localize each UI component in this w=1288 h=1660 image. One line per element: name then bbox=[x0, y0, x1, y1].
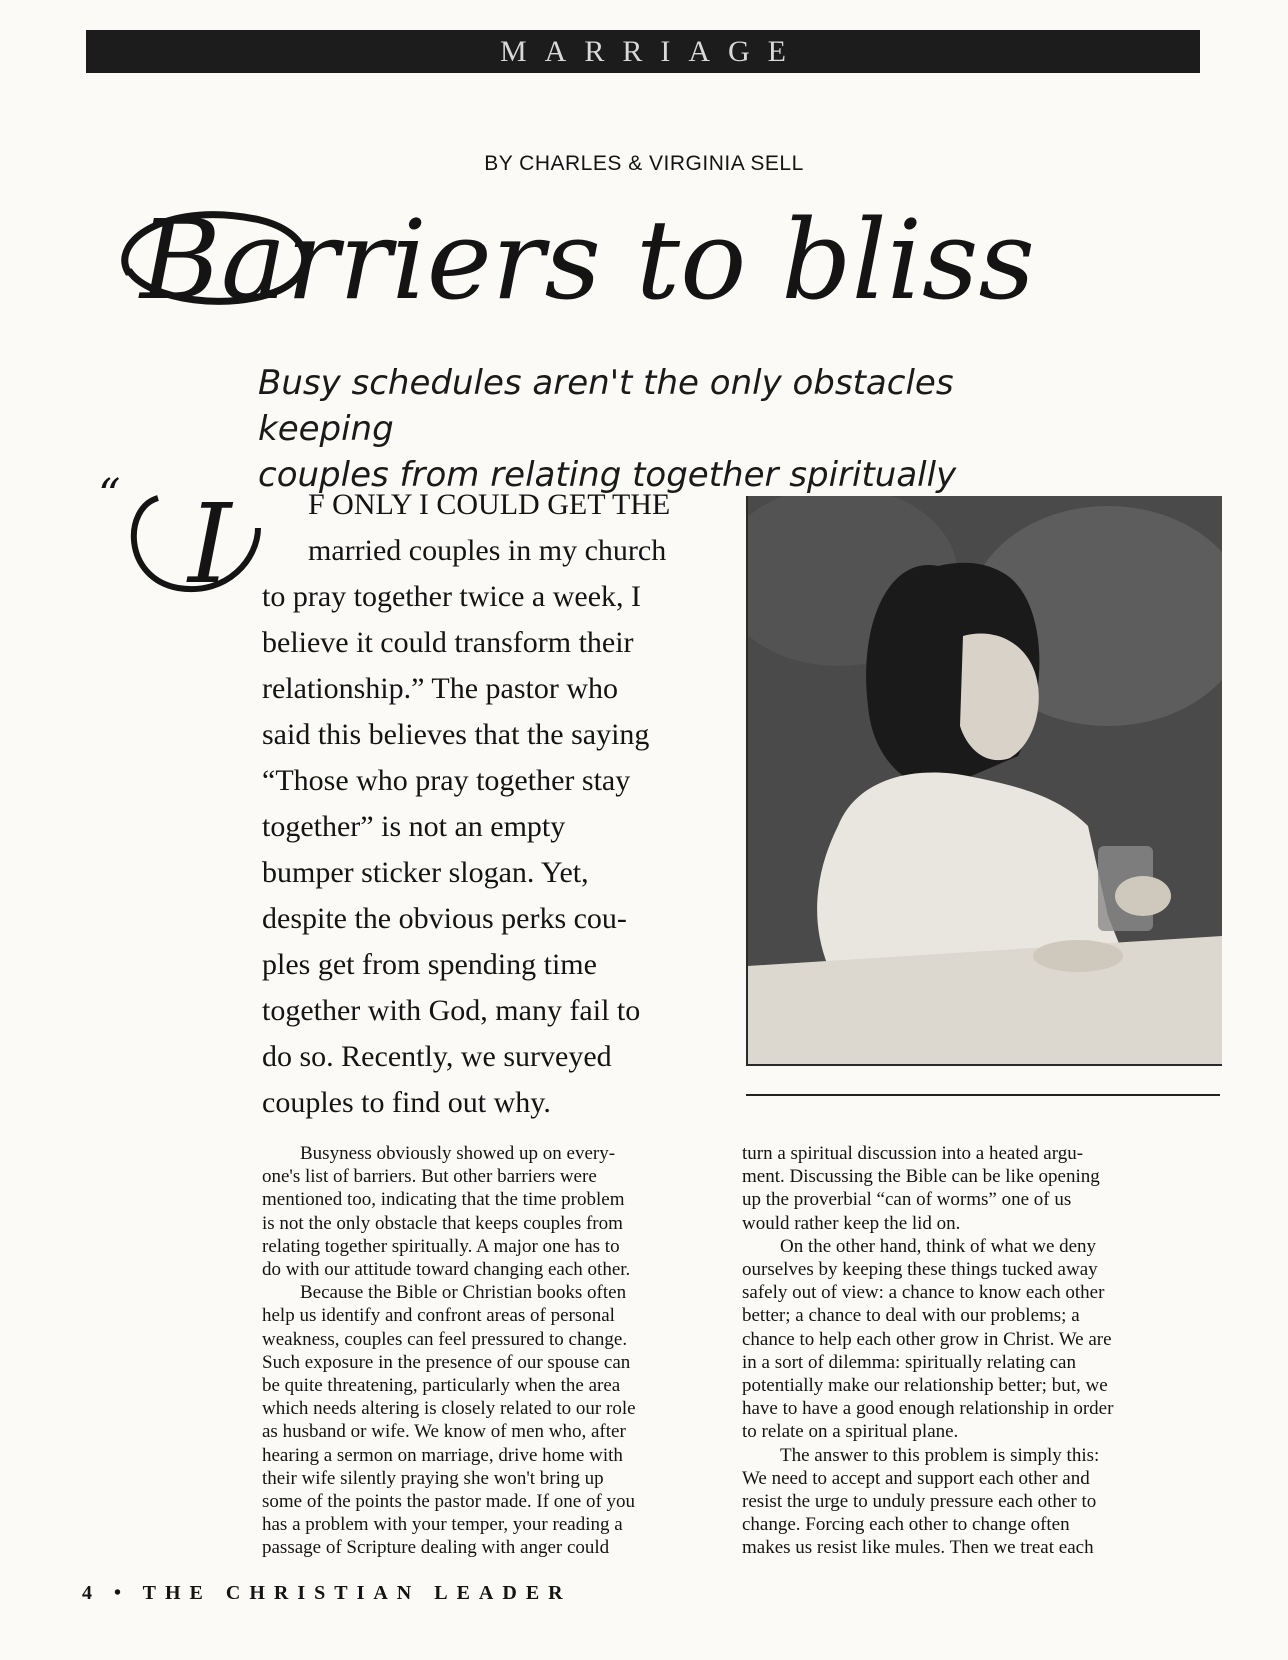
body-line: The answer to this problem is simply this: bbox=[780, 1444, 1100, 1466]
intro-line: bumper sticker slogan. Yet, bbox=[262, 856, 589, 889]
section-title: MARRIAGE bbox=[499, 34, 804, 68]
intro-line: married couples in my church bbox=[308, 534, 667, 567]
body-line: Because the Bible or Christian books often bbox=[300, 1282, 627, 1304]
intro-line: together with God, many fail to bbox=[262, 994, 641, 1027]
body-line: Busyness obviously showed up on every- bbox=[300, 1143, 616, 1164]
deck-line-1: Busy schedules aren't the only obstacles keeping bbox=[258, 363, 954, 449]
deck-line-2: couples from relating together spiritually bbox=[258, 455, 957, 495]
headline bbox=[110, 180, 1190, 340]
body-line: relating together spiritually. A major one has to bbox=[262, 1235, 620, 1257]
body-column-left bbox=[262, 1142, 710, 1560]
body-line: makes us resist like mules. Then we treat each bbox=[742, 1537, 1094, 1559]
body-line: is not the only obstacle that keeps couples from bbox=[262, 1212, 623, 1234]
body-line: help us identify and confront areas of personal bbox=[262, 1305, 615, 1327]
body-line: one's list of barriers. But other barriers were bbox=[262, 1166, 597, 1188]
page-footer bbox=[82, 1582, 572, 1605]
intro-line: do so. Recently, we surveyed bbox=[262, 1040, 612, 1073]
body-line: safely out of view: a chance to know each other bbox=[742, 1282, 1105, 1304]
body-line: up the proverbial “can of worms” one of us bbox=[742, 1189, 1072, 1211]
body-column-right bbox=[742, 1142, 1198, 1560]
intro-line: F ONLY I COULD GET THE bbox=[308, 488, 671, 521]
body-line: ourselves by keeping these things tucked away bbox=[742, 1259, 1098, 1281]
footer-separator: • bbox=[114, 1582, 122, 1604]
body-line: have to have a good enough relationship in order bbox=[742, 1398, 1114, 1420]
intro-line: couples to find out why. bbox=[262, 1086, 551, 1119]
body-line: hearing a sermon on marriage, drive home with bbox=[262, 1444, 623, 1466]
intro-line: believe it could transform their bbox=[262, 626, 634, 659]
intro-line: “Those who pray together stay bbox=[262, 764, 631, 797]
body-line: On the other hand, think of what we deny bbox=[780, 1235, 1097, 1257]
intro-line: together” is not an empty bbox=[262, 810, 566, 843]
body-line: chance to help each other grow in Christ. We are bbox=[742, 1328, 1112, 1350]
body-line: ment. Discussing the Bible can be like opening bbox=[742, 1166, 1100, 1188]
body-line: turn a spiritual discussion into a heated argu- bbox=[742, 1143, 1084, 1164]
body-line: We need to accept and support each other and bbox=[742, 1467, 1090, 1489]
photo-caption-rule bbox=[746, 1094, 1220, 1096]
body-line: their wife silently praying she won't bring up bbox=[262, 1467, 604, 1489]
body-line: weakness, couples can feel pressured to change. bbox=[262, 1328, 628, 1350]
body-line: has a problem with your temper, your reading a bbox=[262, 1514, 623, 1536]
publication-name: THE CHRISTIAN LEADER bbox=[142, 1582, 572, 1604]
deck-subheadline bbox=[258, 360, 1078, 498]
body-line: which needs altering is closely related to our role bbox=[262, 1398, 636, 1420]
body-line: mentioned too, indicating that the time problem bbox=[262, 1189, 625, 1211]
drop-cap-letter: I bbox=[188, 480, 232, 608]
body-line: in a sort of dilemma: spiritually relating can bbox=[742, 1351, 1076, 1373]
intro-line: ples get from spending time bbox=[262, 948, 597, 981]
headline-text: Barriers to bliss bbox=[140, 196, 1035, 324]
body-line: to relate on a spiritual plane. bbox=[742, 1421, 959, 1443]
body-line: as husband or wife. We know of men who, after bbox=[262, 1421, 626, 1443]
page-number: 4 bbox=[82, 1582, 92, 1604]
body-line: better; a chance to deal with our problems; a bbox=[742, 1305, 1080, 1327]
body-line: resist the urge to unduly pressure each other to bbox=[742, 1491, 1097, 1513]
body-line: Such exposure in the presence of our spouse can bbox=[262, 1351, 631, 1373]
section-header-bar bbox=[86, 30, 1200, 73]
intro-line: to pray together twice a week, I bbox=[262, 580, 641, 613]
intro-line: relationship.” The pastor who bbox=[262, 672, 619, 705]
opening-quote-mark: “ bbox=[98, 470, 121, 521]
intro-line: said this believes that the saying bbox=[262, 718, 650, 751]
intro-line: despite the obvious perks cou- bbox=[262, 902, 627, 935]
byline: BY CHARLES & VIRGINIA SELL bbox=[484, 152, 804, 175]
body-line: would rather keep the lid on. bbox=[742, 1212, 961, 1234]
body-line: do with our attitude toward changing each other. bbox=[262, 1259, 631, 1281]
body-line: some of the points the pastor made. If one of you bbox=[262, 1491, 636, 1513]
body-line: change. Forcing each other to change often bbox=[742, 1514, 1070, 1536]
body-line: be quite threatening, particularly when the area bbox=[262, 1375, 621, 1397]
body-line: potentially make our relationship better; but, we bbox=[742, 1375, 1108, 1397]
article-photo bbox=[746, 496, 1222, 1066]
body-line: passage of Scripture dealing with anger could bbox=[262, 1537, 610, 1559]
intro-paragraph bbox=[262, 482, 722, 1126]
